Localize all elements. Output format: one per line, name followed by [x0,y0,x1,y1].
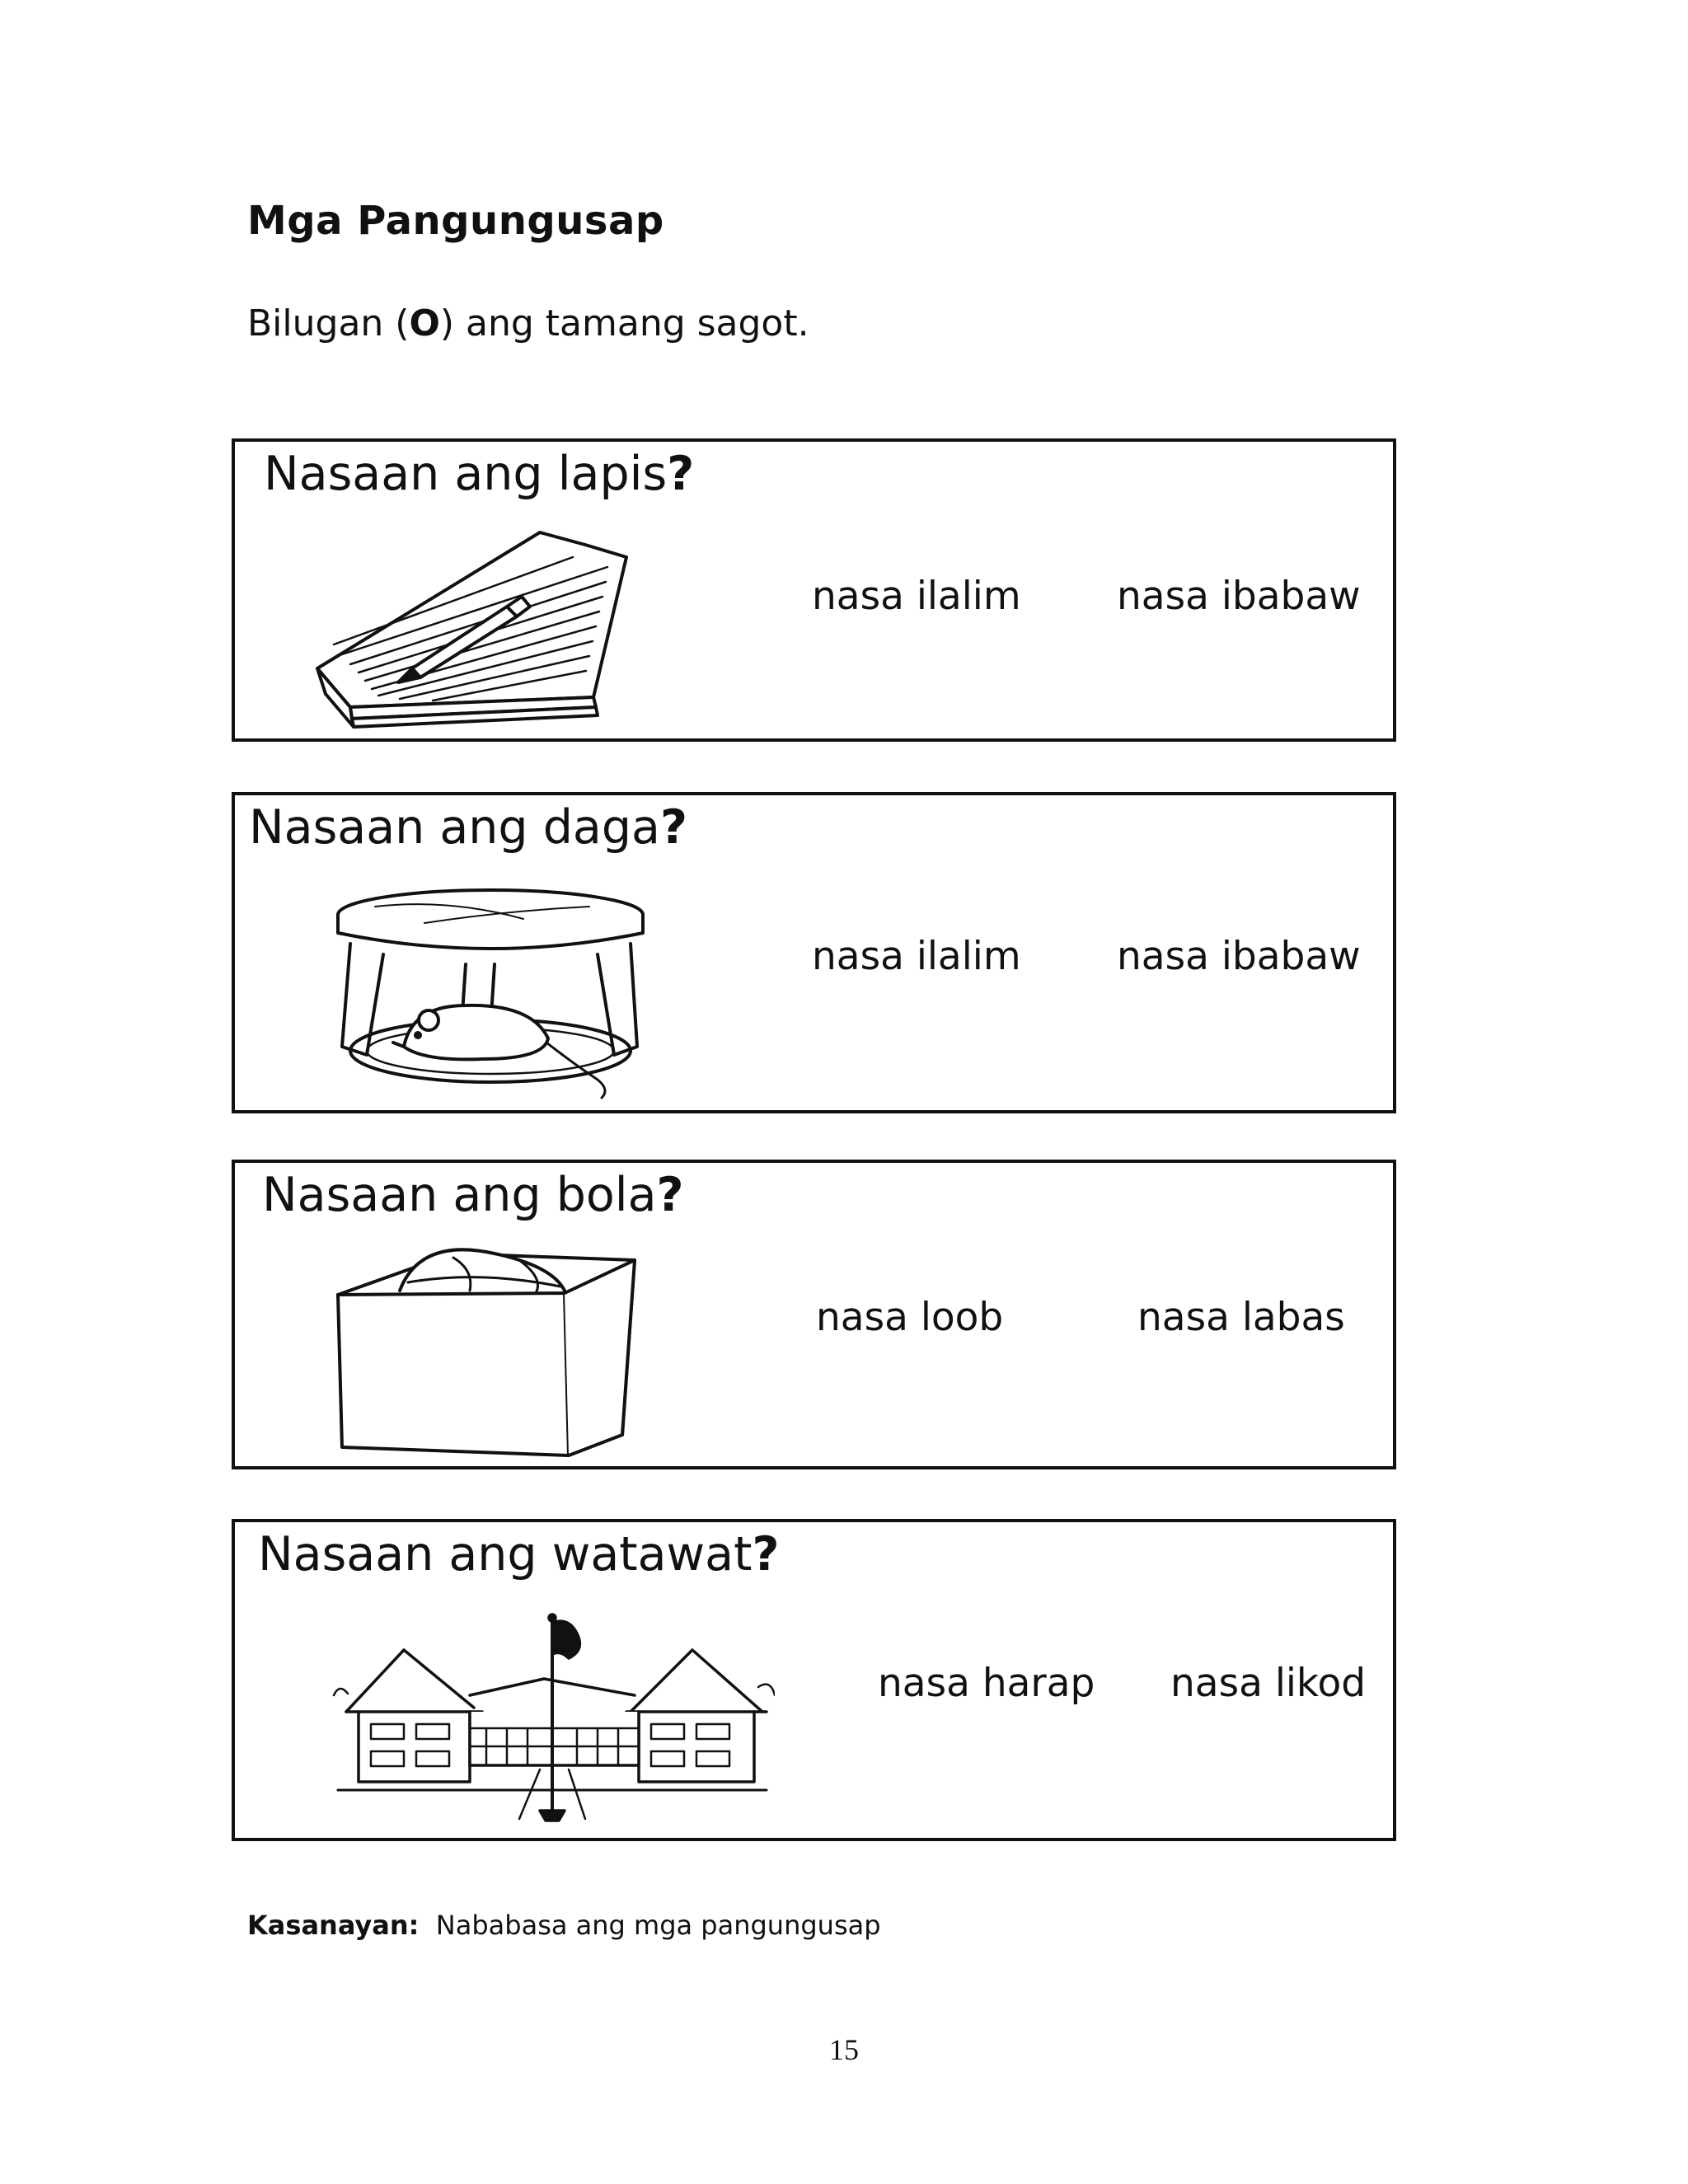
instruction-symbol: O [409,302,440,344]
option-1a[interactable]: nasa ilalim [812,574,1021,619]
option-3b[interactable]: nasa labas [1137,1295,1345,1340]
question-box-4 [232,1519,1396,1841]
question-box-1 [232,438,1396,742]
question-3: Nasaan ang bola? [262,1168,684,1222]
question-2: Nasaan ang daga? [249,800,688,855]
mouse-under-stool-icon [326,882,655,1104]
pencil-on-notebook-icon [301,524,647,730]
footer-skill [247,1910,881,1941]
footer-label: Kasanayan: [247,1910,420,1941]
option-2b[interactable]: nasa ibabaw [1117,934,1361,979]
instruction [247,302,809,344]
question-box-2 [232,792,1396,1113]
question-box-3 [232,1160,1396,1469]
option-2a[interactable]: nasa ilalim [812,934,1021,979]
option-1b[interactable]: nasa ibabaw [1117,574,1361,619]
flag-in-front-of-school-icon [330,1605,775,1827]
option-4b[interactable]: nasa likod [1170,1661,1367,1706]
instruction-before: Bilugan ( [247,302,410,344]
page-number: 15 [829,2033,859,2066]
option-3a[interactable]: nasa loob [816,1295,1004,1340]
instruction-after: ) ang tamang sagot. [439,302,809,344]
ball-in-box-icon [330,1245,643,1460]
question-4: Nasaan ang watawat? [258,1527,780,1582]
page-title: Mga Pangungusap [247,198,664,244]
footer-text: Nababasa ang mga pangungusap [435,1910,881,1941]
question-1: Nasaan ang lapis? [264,447,695,501]
option-4a[interactable]: nasa harap [878,1661,1095,1706]
